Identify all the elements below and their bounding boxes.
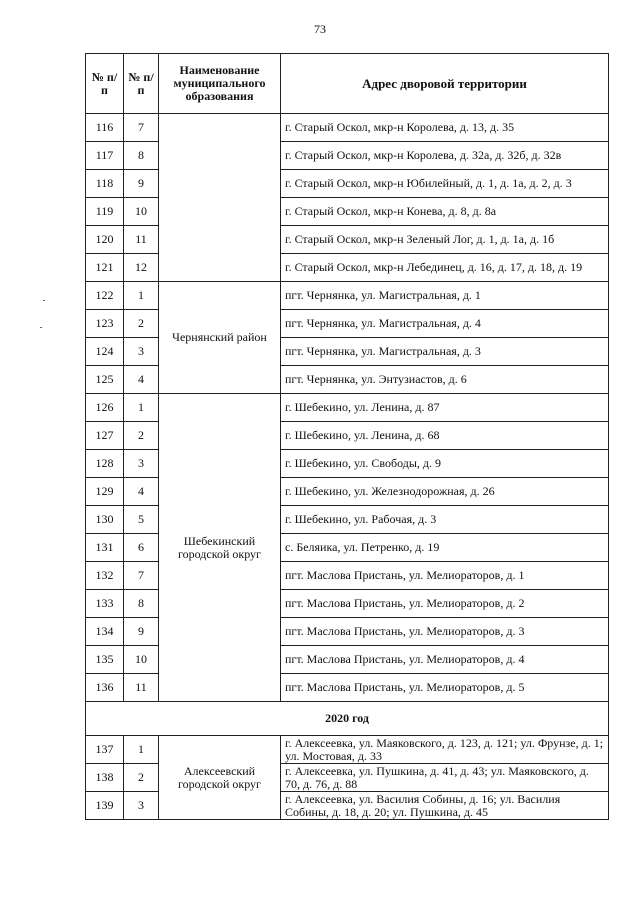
row-num1: 136: [86, 674, 124, 702]
row-num2: 9: [124, 618, 159, 646]
row-num2: 2: [124, 422, 159, 450]
row-num2: 10: [124, 198, 159, 226]
row-address: г. Алексеевка, ул. Маяковского, д. 123, д. 121; ул. Фрунзе, д. 1; ул. Мостовая, д. 33: [281, 736, 609, 764]
municipality-shebekino: Шебекинский городской округ: [159, 394, 281, 702]
row-address: пгт. Маслова Пристань, ул. Мелиораторов, д. 3: [281, 618, 609, 646]
year-heading: 2020 год: [86, 702, 609, 736]
row-num1: 132: [86, 562, 124, 590]
row-num1: 122: [86, 282, 124, 310]
row-address: г. Старый Оскол, мкр-н Юбилейный, д. 1, д. 1а, д. 2, д. 3: [281, 170, 609, 198]
row-address: г. Шебекино, ул. Свободы, д. 9: [281, 450, 609, 478]
row-address: пгт. Чернянка, ул. Магистральная, д. 1: [281, 282, 609, 310]
row-num2: 3: [124, 450, 159, 478]
row-num1: 135: [86, 646, 124, 674]
row-address: г. Шебекино, ул. Рабочая, д. 3: [281, 506, 609, 534]
row-address: пгт. Чернянка, ул. Магистральная, д. 4: [281, 310, 609, 338]
row-num1: 127: [86, 422, 124, 450]
row-address: пгт. Маслова Пристань, ул. Мелиораторов, д. 1: [281, 562, 609, 590]
row-num2: 11: [124, 674, 159, 702]
row-num2: 7: [124, 562, 159, 590]
year-row: [86, 702, 609, 736]
row-address: г. Шебекино, ул. Ленина, д. 87: [281, 394, 609, 422]
table-row: [86, 394, 609, 422]
row-num2: 6: [124, 534, 159, 562]
row-num2: 7: [124, 114, 159, 142]
row-address: пгт. Маслова Пристань, ул. Мелиораторов, д. 2: [281, 590, 609, 618]
row-num1: 121: [86, 254, 124, 282]
row-num1: 116: [86, 114, 124, 142]
scan-mark: [43, 300, 45, 301]
row-num1: 139: [86, 792, 124, 820]
row-num1: 124: [86, 338, 124, 366]
row-num2: 1: [124, 282, 159, 310]
row-num1: 133: [86, 590, 124, 618]
row-num1: 120: [86, 226, 124, 254]
row-num1: 126: [86, 394, 124, 422]
row-num1: 128: [86, 450, 124, 478]
table-row: [86, 114, 609, 142]
row-num1: 125: [86, 366, 124, 394]
row-num2: 12: [124, 254, 159, 282]
row-num2: 4: [124, 366, 159, 394]
row-num1: 129: [86, 478, 124, 506]
row-num2: 5: [124, 506, 159, 534]
row-num2: 9: [124, 170, 159, 198]
row-num1: 137: [86, 736, 124, 764]
row-num2: 2: [124, 310, 159, 338]
row-num2: 3: [124, 792, 159, 820]
row-num1: 131: [86, 534, 124, 562]
row-address: г. Старый Оскол, мкр-н Лебединец, д. 16, д. 17, д. 18, д. 19: [281, 254, 609, 282]
row-address: пгт. Чернянка, ул. Энтузиастов, д. 6: [281, 366, 609, 394]
row-address: с. Беляика, ул. Петренко, д. 19: [281, 534, 609, 562]
row-num1: 134: [86, 618, 124, 646]
row-num2: 2: [124, 764, 159, 792]
row-address: г. Шебекино, ул. Железнодорожная, д. 26: [281, 478, 609, 506]
row-num2: 8: [124, 142, 159, 170]
row-num1: 119: [86, 198, 124, 226]
row-address: г. Шебекино, ул. Ленина, д. 68: [281, 422, 609, 450]
row-num1: 123: [86, 310, 124, 338]
row-num2: 1: [124, 394, 159, 422]
row-address: пгт. Маслова Пристань, ул. Мелиораторов, д. 4: [281, 646, 609, 674]
header-num1: № п/п: [86, 54, 124, 114]
row-num1: 117: [86, 142, 124, 170]
row-num2: 1: [124, 736, 159, 764]
table-header-row: [86, 54, 609, 114]
scan-mark: [40, 327, 42, 328]
row-num1: 118: [86, 170, 124, 198]
header-address: Адрес дворовой территории: [281, 54, 609, 114]
municipality-chernyansky: Чернянский район: [159, 282, 281, 394]
row-num1: 138: [86, 764, 124, 792]
header-municipality: Наименование муниципального образования: [159, 54, 281, 114]
row-num1: 130: [86, 506, 124, 534]
row-num2: 10: [124, 646, 159, 674]
row-address: пгт. Чернянка, ул. Магистральная, д. 3: [281, 338, 609, 366]
row-num2: 4: [124, 478, 159, 506]
row-address: г. Старый Оскол, мкр-н Королева, д. 13, д. 35: [281, 114, 609, 142]
row-num2: 8: [124, 590, 159, 618]
table-row: [86, 736, 609, 764]
row-address: г. Старый Оскол, мкр-н Конева, д. 8, д. 8а: [281, 198, 609, 226]
header-num2: № п/п: [124, 54, 159, 114]
row-address: г. Алексеевка, ул. Пушкина, д. 41, д. 43; ул. Маяковского, д. 70, д. 76, д. 88: [281, 764, 609, 792]
territory-table: [85, 53, 609, 820]
row-address: г. Старый Оскол, мкр-н Зеленый Лог, д. 1, д. 1а, д. 1б: [281, 226, 609, 254]
page-number: 73: [314, 22, 326, 36]
row-address: г. Алексеевка, ул. Василия Собины, д. 16; ул. Василия Собины, д. 18, д. 20; ул. Пушкина, д. 45: [281, 792, 609, 820]
row-num2: 3: [124, 338, 159, 366]
municipality-cell-empty: [159, 114, 281, 282]
row-address: пгт. Маслова Пристань, ул. Мелиораторов, д. 5: [281, 674, 609, 702]
municipality-alekseevsky: Алексеевский городской округ: [159, 736, 281, 820]
table-row: [86, 282, 609, 310]
row-address: г. Старый Оскол, мкр-н Королева, д. 32а, д. 32б, д. 32в: [281, 142, 609, 170]
row-num2: 11: [124, 226, 159, 254]
